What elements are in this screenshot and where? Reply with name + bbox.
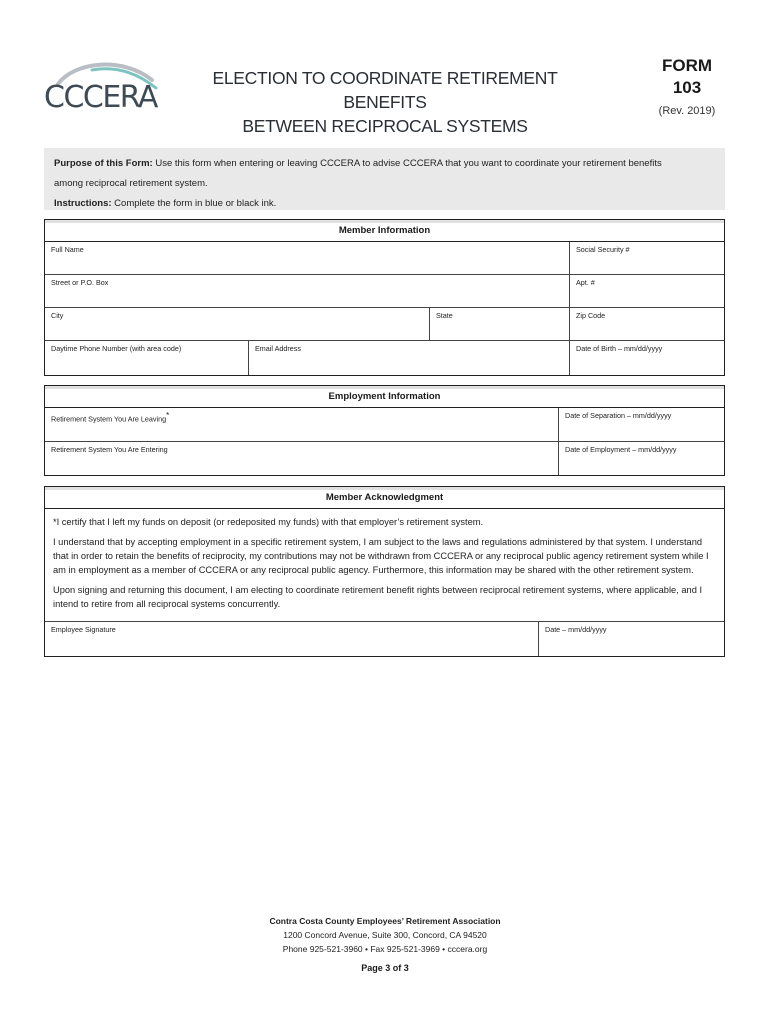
- employee-signature-label: Employee Signature: [51, 625, 116, 634]
- member-row-contact: [45, 341, 724, 375]
- employment-date-label: Date of Employment – mm/dd/yyyy: [565, 445, 677, 454]
- signature-date-field[interactable]: [538, 622, 724, 656]
- ack-paragraph-1: *I certify that I left my funds on deposit (or redeposited my funds) with that employer’s retirement system.: [53, 517, 484, 527]
- zip-label: Zip Code: [576, 311, 606, 320]
- instructions-label: Instructions:: [54, 198, 112, 209]
- email-field[interactable]: [248, 341, 569, 375]
- full-name-field[interactable]: [45, 242, 569, 274]
- form-number-block: [648, 56, 726, 122]
- employment-date-field[interactable]: [558, 442, 724, 475]
- apt-label: Apt. #: [576, 278, 595, 287]
- member-row-street: [45, 275, 724, 308]
- apt-field[interactable]: [569, 275, 724, 307]
- footer-address: 1200 Concord Avenue, Suite 300, Concord, CA 94520: [283, 930, 487, 940]
- employment-row-leaving: [45, 408, 724, 442]
- phone-label: Daytime Phone Number (with area code): [51, 344, 182, 353]
- footer-contact: Phone 925-521-3960 • Fax 925-521-3969 • cccera.org: [282, 944, 488, 954]
- cccera-logo: [44, 58, 174, 120]
- system-leaving-label: Retirement System You Are Leaving: [51, 414, 167, 424]
- form-label: FORM: [661, 56, 713, 75]
- member-acknowledgment-section: [44, 486, 725, 657]
- form-revision: (Rev. 2019): [658, 105, 716, 117]
- member-information-section: [44, 219, 725, 376]
- ssn-label: Social Security #: [576, 245, 630, 254]
- separation-date-label: Date of Separation – mm/dd/yyyy: [565, 411, 672, 420]
- purpose-box: [44, 148, 725, 210]
- street-field[interactable]: [45, 275, 569, 307]
- employment-information-section: [44, 385, 725, 476]
- dob-field[interactable]: [569, 341, 724, 375]
- member-row-name: [45, 242, 724, 275]
- purpose-line2: among reciprocal retirement system.: [54, 178, 208, 189]
- asterisk-mark: *: [166, 411, 170, 420]
- city-label: City: [51, 311, 64, 320]
- acknowledgment-heading: Member Acknowledgment: [45, 487, 724, 509]
- signature-row: [45, 622, 724, 656]
- ssn-field[interactable]: [569, 242, 724, 274]
- purpose-line: [54, 154, 715, 174]
- separation-date-field[interactable]: [558, 408, 724, 441]
- phone-field[interactable]: [45, 341, 248, 375]
- ack-paragraph-2: I understand that by accepting employment in a specific retirement system, I am subject to the laws and regulations administered by that system. I understand that in order to retain the benefits of reciprocity, my contributions may not be withdrawn from CCCERA or any reciprocal public agency retirement system while I am in employment as a member of CCCERA or any reciprocal public agency. Furthermore, this information may be shared with the other retirement system.: [53, 537, 709, 575]
- member-row-city: [45, 308, 724, 341]
- state-field[interactable]: [429, 308, 569, 340]
- member-information-heading: Member Information: [45, 220, 724, 242]
- system-entering-label: Retirement System You Are Entering: [51, 445, 168, 454]
- employment-row-entering: [45, 442, 724, 475]
- ack-paragraph-3: Upon signing and returning this document, I am electing to coordinate retirement benefit rights between reciprocal retirement systems, where applicable, and I intend to retire from all reciprocal systems concurrently.: [53, 585, 703, 609]
- signature-date-label: Date – mm/dd/yyyy: [545, 625, 607, 634]
- full-name-label: Full Name: [51, 245, 84, 254]
- system-leaving-field[interactable]: [45, 408, 558, 441]
- acknowledgment-text: [45, 509, 724, 621]
- acknowledgment-text-row: [45, 509, 724, 622]
- email-label: Email Address: [255, 344, 301, 353]
- street-label: Street or P.O. Box: [51, 278, 109, 287]
- instructions-text: Complete the form in blue or black ink.: [111, 198, 277, 209]
- form-number: 103: [672, 78, 702, 97]
- zip-field[interactable]: [569, 308, 724, 340]
- form-title: [180, 66, 590, 138]
- page-number: Page 3 of 3: [361, 963, 409, 973]
- employment-information-heading: Employment Information: [45, 386, 724, 408]
- dob-label: Date of Birth – mm/dd/yyyy: [576, 344, 663, 353]
- instructions-line: [54, 194, 715, 214]
- employee-signature-field[interactable]: [45, 622, 538, 656]
- footer-org: Contra Costa County Employees’ Retirement Association: [269, 916, 501, 926]
- city-field[interactable]: [45, 308, 429, 340]
- footer: [200, 914, 570, 956]
- purpose-text: Use this form when entering or leaving CCCERA to advise CCCERA that you want to coordinate your retirement benefits: [152, 158, 662, 169]
- form-title-line1: ELECTION TO COORDINATE RETIREMENT BENEFITS: [212, 68, 558, 112]
- purpose-label: Purpose of this Form:: [54, 158, 153, 169]
- logo-text: CCCERA: [44, 80, 157, 115]
- state-label: State: [436, 311, 453, 320]
- system-entering-field[interactable]: [45, 442, 558, 475]
- form-title-line2: BETWEEN RECIPROCAL SYSTEMS: [242, 116, 528, 136]
